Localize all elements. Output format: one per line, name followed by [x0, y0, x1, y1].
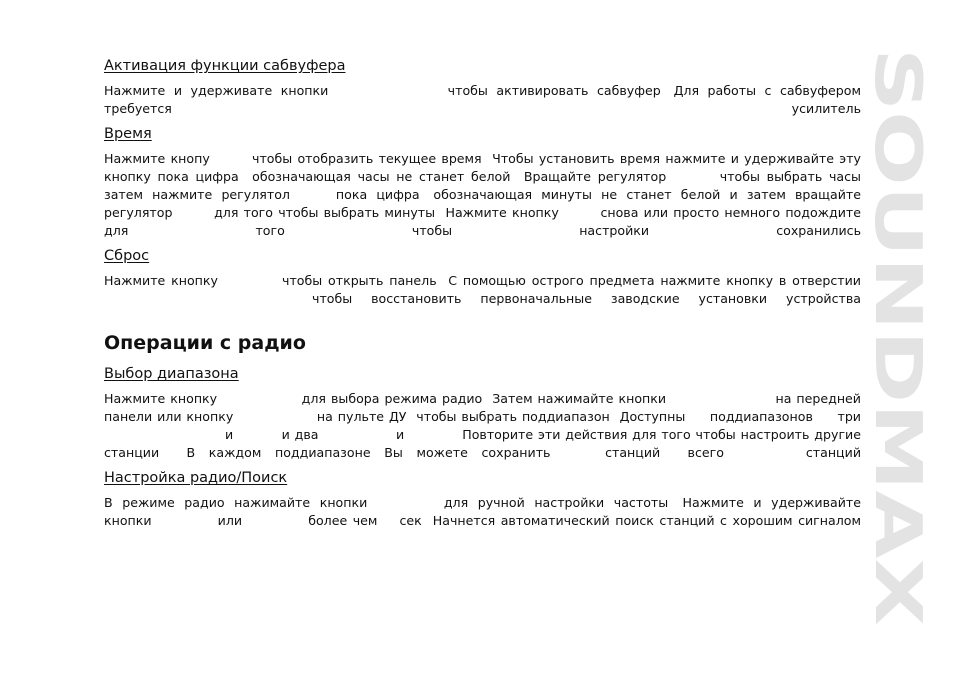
tuning-heading: Настройка радио/Поиск	[104, 470, 288, 486]
manual-page	[104, 56, 861, 534]
band-paragraph	[104, 390, 861, 462]
reset-paragraph	[104, 272, 861, 308]
subwoofer-heading: Активация функции сабвуфера	[104, 58, 346, 74]
reset-heading: Сброс	[104, 248, 150, 264]
soundmax-logo-text: SOUNDMAX	[860, 48, 934, 470]
soundmax-logo	[860, 48, 934, 628]
time-line-2: кнопку пока цифра обозначающая часы не станет белой Вращайте регулятор чтобы выбрать часы	[104, 169, 861, 184]
tuning-line-1: В режиме радио нажимайте кнопки для ручной настройки частоты Нажмите и удерживайте	[104, 495, 861, 510]
band-heading: Выбор диапазона	[104, 366, 239, 382]
subwoofer-line-2: требуется усилитель	[104, 101, 861, 116]
radio-operations-title: Операции с радио	[104, 332, 306, 354]
subwoofer-line-1: Нажмите и удерживате кнопки чтобы активировать сабвуфер Для работы с сабвуфером	[104, 83, 861, 98]
band-line-2: панели или кнопку на пульте ДУ чтобы выбрать поддиапазон Доступны поддиапазонов три	[104, 409, 861, 424]
time-line-1: Нажмите кнопу чтобы отобразить текущее время Чтобы установить время нажмите и удерживайте эту	[104, 151, 861, 166]
subwoofer-paragraph	[104, 82, 861, 118]
band-line-3: и и два и Повторите эти действия для того чтобы настроить другие	[104, 427, 861, 442]
band-line-1: Нажмите кнопку для выбора режима радио Затем нажимайте кнопки на передней	[104, 391, 861, 406]
time-line-3: затем нажмите регулятол пока цифра обозначающая минуты не станет белой и затем вращайте	[104, 187, 861, 202]
time-line-5: для того чтобы настройки сохранились	[104, 223, 861, 238]
band-line-4: станции В каждом поддиапазоне Вы можете сохранить станций всего станций	[104, 445, 861, 460]
reset-line-1: Нажмите кнопку чтобы открыть панель С помощью острого предмета нажмите кнопку в отверстии	[104, 273, 861, 288]
tuning-line-2: кнопки или более чем сек Начнется автоматический поиск станций с хорошим сигналом	[104, 513, 861, 528]
reset-line-2: чтобы восстановить первоначальные заводские установки устройства	[104, 291, 861, 306]
tuning-paragraph	[104, 494, 861, 530]
time-paragraph	[104, 150, 861, 240]
time-line-4: регулятор для того чтобы выбрать минуты Нажмите кнопку снова или просто немного подождите	[104, 205, 861, 220]
time-heading: Время	[104, 126, 152, 142]
